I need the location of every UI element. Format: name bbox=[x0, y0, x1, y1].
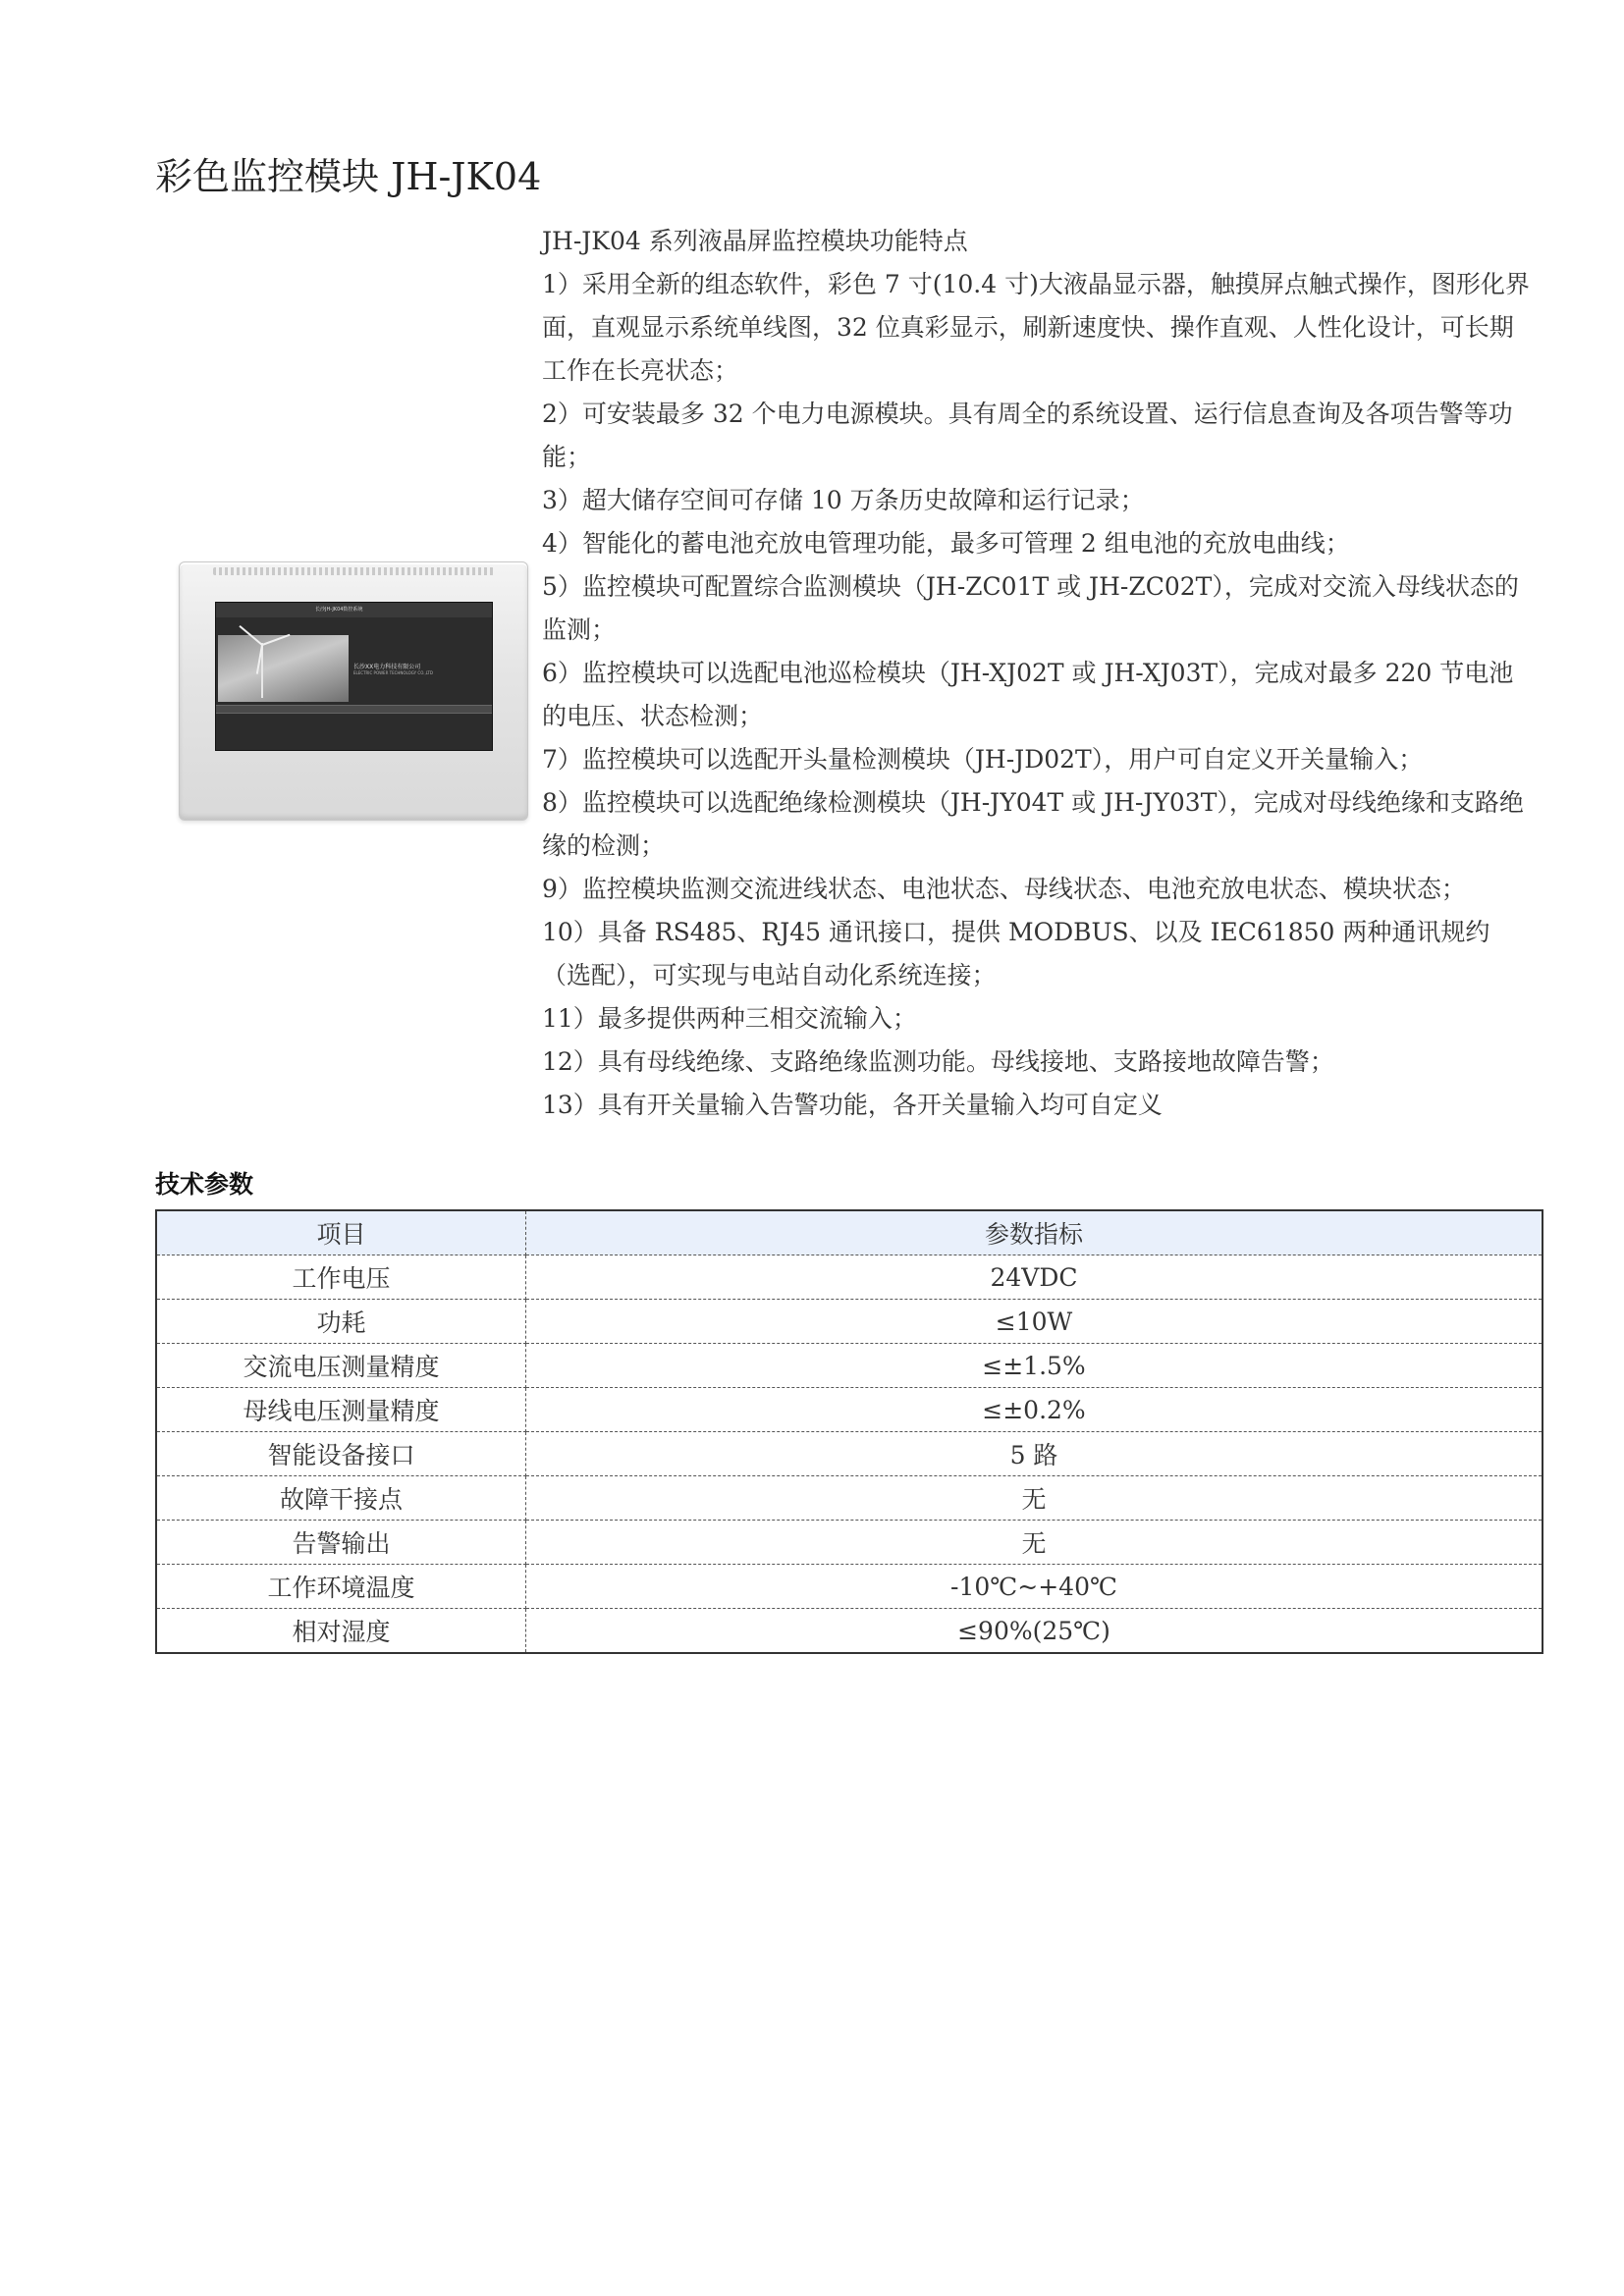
table-row bbox=[156, 1255, 1543, 1300]
tech-params-title: 技术参数 bbox=[155, 1170, 254, 1199]
feature-item: 3）超大储存空间可存储 10 万条历史故障和运行记录； bbox=[542, 486, 1145, 514]
param-name: 故障干接点 bbox=[156, 1476, 526, 1521]
turbine-blade bbox=[239, 625, 262, 646]
table-header-row bbox=[156, 1210, 1543, 1255]
param-value: 无 bbox=[526, 1476, 1543, 1521]
feature-item: 9）监控模块监测交流进线状态、电池状态、母线状态、电池充放电状态、模块状态； bbox=[542, 875, 1466, 903]
table-row bbox=[156, 1521, 1543, 1565]
param-value: ≤90%(25℃) bbox=[526, 1609, 1543, 1654]
param-value: -10℃~+40℃ bbox=[526, 1565, 1543, 1609]
param-name: 告警输出 bbox=[156, 1521, 526, 1565]
feature-item: 1）采用全新的组态软件，彩色 7 寸(10.4 寸)大液晶显示器，触摸屏点触式操作，图形化界面，直观显示系统单线图，32 位真彩显示，刷新速度快、操作直观、人性化设计，可长期工作在长亮状态； bbox=[542, 270, 1530, 385]
feature-item: 10）具备 RS485、RJ45 通讯接口，提供 MODBUS、以及 IEC61850 两种通讯规约（选配），可实现与电站自动化系统连接； bbox=[542, 918, 1490, 989]
device-screen bbox=[215, 602, 493, 751]
param-value: ≤10W bbox=[526, 1300, 1543, 1344]
feature-list bbox=[542, 220, 1530, 1127]
table-row bbox=[156, 1388, 1543, 1432]
feature-item: 4）智能化的蓄电池充放电管理功能，最多可管理 2 组电池的充放电曲线； bbox=[542, 529, 1350, 558]
monitor-device-image bbox=[179, 561, 528, 821]
param-value: 5 路 bbox=[526, 1432, 1543, 1476]
feature-item: 12）具有母线绝缘、支路绝缘监测功能。母线接地、支路接地故障告警； bbox=[542, 1047, 1334, 1076]
screen-banner-subtext: ELECTRIC POWER TECHNOLOGY CO.,LTD bbox=[353, 670, 433, 675]
param-name: 工作电压 bbox=[156, 1255, 526, 1300]
param-value: 24VDC bbox=[526, 1255, 1543, 1300]
param-name: 功耗 bbox=[156, 1300, 526, 1344]
page-title: 彩色监控模块 JH-JK04 bbox=[155, 155, 542, 198]
feature-item: 8）监控模块可以选配绝缘检测模块（JH-JY04T 或 JH-JY03T），完成对母线绝缘和支路绝缘的检测； bbox=[542, 788, 1524, 860]
table-row bbox=[156, 1565, 1543, 1609]
table-row bbox=[156, 1609, 1543, 1654]
table-row bbox=[156, 1476, 1543, 1521]
feature-item: 7）监控模块可以选配开头量检测模块（JH-JD02T），用户可自定义开关量输入； bbox=[542, 745, 1424, 774]
wind-turbine-photo bbox=[218, 635, 349, 702]
param-value: ≤±0.2% bbox=[526, 1388, 1543, 1432]
feature-item: 6）监控模块可以选配电池巡检模块（JH-XJ02T 或 JH-XJ03T），完成对最多 220 节电池的电压、状态检测； bbox=[542, 659, 1514, 730]
feature-item: 2）可安装最多 32 个电力电源模块。具有周全的系统设置、运行信息查询及各项告警等功能； bbox=[542, 400, 1513, 471]
param-name: 智能设备接口 bbox=[156, 1432, 526, 1476]
feature-heading: JH-JK04 系列液晶屏监控模块功能特点 bbox=[542, 227, 968, 255]
param-name: 母线电压测量精度 bbox=[156, 1388, 526, 1432]
param-value: 无 bbox=[526, 1521, 1543, 1565]
device-vent bbox=[213, 567, 494, 575]
param-name: 交流电压测量精度 bbox=[156, 1344, 526, 1388]
param-name: 相对湿度 bbox=[156, 1609, 526, 1654]
feature-item: 11）最多提供两种三相交流输入； bbox=[542, 1004, 917, 1033]
tech-params-table bbox=[155, 1209, 1543, 1654]
param-name: 工作环境温度 bbox=[156, 1565, 526, 1609]
table-row bbox=[156, 1432, 1543, 1476]
table-row bbox=[156, 1300, 1543, 1344]
table-row bbox=[156, 1344, 1543, 1388]
column-header-value: 参数指标 bbox=[526, 1210, 1543, 1255]
screen-bottombar bbox=[216, 705, 492, 714]
feature-item: 5）监控模块可配置综合监测模块（JH-ZC01T 或 JH-ZC02T），完成对交流入母线状态的监测； bbox=[542, 572, 1519, 644]
screen-banner-text: 长沙XX电力科技有限公司 bbox=[353, 664, 421, 670]
feature-item: 13）具有开关量输入告警功能，各开关量输入均可自定义 bbox=[542, 1091, 1163, 1119]
column-header-item: 项目 bbox=[156, 1210, 526, 1255]
screen-header-text: 长沙JH-JK04数控系统 bbox=[315, 607, 363, 613]
turbine-blade bbox=[262, 634, 291, 646]
param-value: ≤±1.5% bbox=[526, 1344, 1543, 1388]
